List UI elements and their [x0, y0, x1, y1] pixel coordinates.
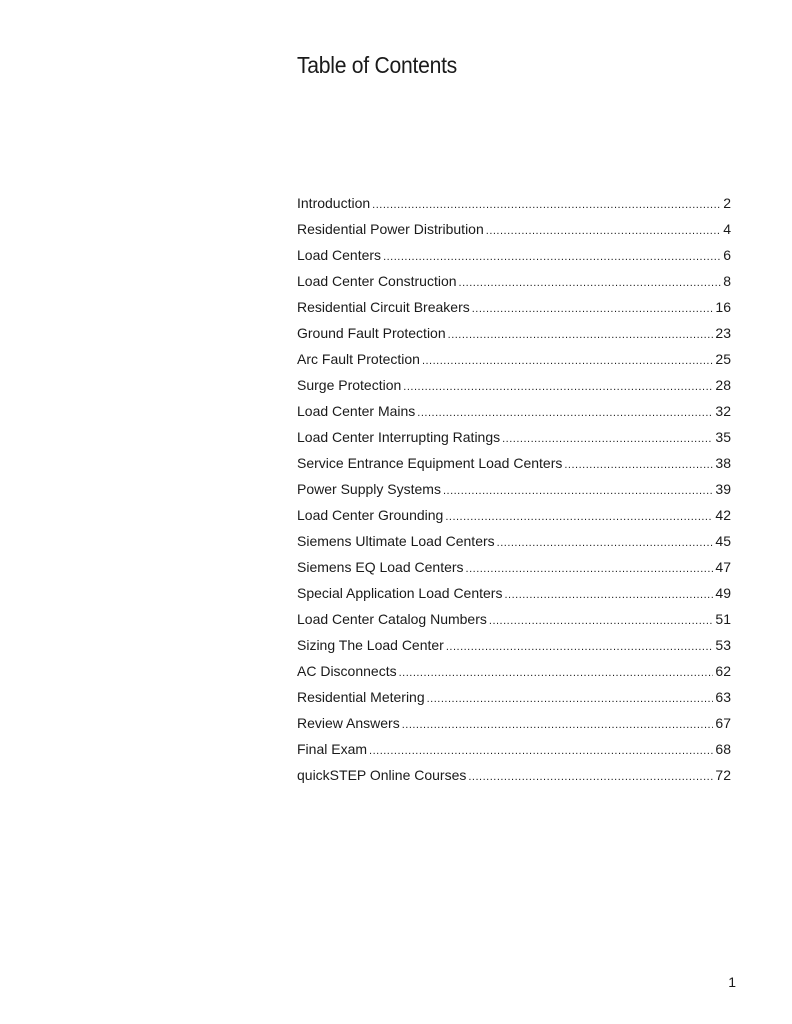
toc-dot-leader [504, 582, 713, 608]
toc-entry-page: 32 [715, 403, 731, 419]
toc-entry-label: Sizing The Load Center [297, 637, 444, 653]
toc-entry[interactable] [297, 580, 731, 606]
toc-dot-leader [466, 556, 714, 582]
toc-entry-label: Ground Fault Protection [297, 325, 446, 341]
toc-entry-label: Load Center Mains [297, 403, 416, 419]
toc-dot-leader [472, 296, 714, 322]
toc-entry-label: Load Center Construction [297, 273, 457, 289]
toc-entry-label: Service Entrance Equipment Load Centers [297, 455, 563, 471]
toc-dot-leader [564, 452, 713, 478]
toc-entry-page: 25 [715, 351, 731, 367]
toc-entry[interactable] [297, 658, 731, 684]
toc-entry[interactable] [297, 398, 731, 424]
page-title: Table of Contents [297, 52, 457, 78]
toc-dot-leader [486, 218, 721, 244]
toc-dot-leader [427, 686, 714, 712]
toc-entry-page: 2 [723, 195, 731, 211]
toc-dot-leader [459, 270, 722, 296]
toc-entry[interactable] [297, 320, 731, 346]
toc-dot-leader [448, 322, 714, 348]
toc-dot-leader [445, 504, 713, 530]
toc-entry-label: Residential Metering [297, 689, 425, 705]
toc-entry-label: Power Supply Systems [297, 481, 441, 497]
toc-dot-leader [403, 374, 713, 400]
toc-entry-label: Arc Fault Protection [297, 351, 420, 367]
toc-entry-page: 51 [715, 611, 731, 627]
toc-entry-page: 8 [723, 273, 731, 289]
toc-entry[interactable] [297, 450, 731, 476]
toc-dot-leader [383, 244, 721, 270]
toc-entry-label: Special Application Load Centers [297, 585, 503, 601]
toc-entry-label: Siemens Ultimate Load Centers [297, 533, 495, 549]
toc-entry-label: quickSTEP Online Courses [297, 767, 467, 783]
toc-entry[interactable] [297, 710, 731, 736]
page-number: 1 [728, 974, 736, 990]
toc-entry-label: Residential Power Distribution [297, 221, 484, 237]
toc-entry-page: 16 [715, 299, 731, 315]
toc-entry-label: Load Center Catalog Numbers [297, 611, 487, 627]
toc-entry-page: 49 [715, 585, 731, 601]
toc-dot-leader [399, 660, 714, 686]
toc-entry[interactable] [297, 190, 731, 216]
toc-dot-leader [443, 478, 713, 504]
toc-entry-page: 72 [715, 767, 731, 783]
toc-entry-label: Introduction [297, 195, 371, 211]
toc-entry[interactable] [297, 216, 731, 242]
toc-entry[interactable] [297, 502, 731, 528]
toc-entry-label: AC Disconnects [297, 663, 397, 679]
toc-dot-leader [369, 738, 713, 764]
toc-dot-leader [502, 426, 713, 452]
toc-entry-page: 47 [715, 559, 731, 575]
toc-entry-page: 62 [715, 663, 731, 679]
toc-entry[interactable] [297, 424, 731, 450]
toc-entry-page: 39 [715, 481, 731, 497]
toc-entry[interactable] [297, 528, 731, 554]
toc-entry-label: Load Center Interrupting Ratings [297, 429, 501, 445]
toc-dot-leader [422, 348, 713, 374]
toc-entry-label: Review Answers [297, 715, 400, 731]
toc-dot-leader [497, 530, 714, 556]
toc-dot-leader [372, 192, 721, 218]
toc-entry-page: 28 [715, 377, 731, 393]
toc-entry[interactable] [297, 242, 731, 268]
toc-entry-page: 45 [715, 533, 731, 549]
toc-entry[interactable] [297, 736, 731, 762]
toc-dot-leader [489, 608, 714, 634]
toc-dot-leader [402, 712, 714, 738]
toc-entry-page: 6 [723, 247, 731, 263]
toc-entry[interactable] [297, 268, 731, 294]
toc-entry-page: 63 [715, 689, 731, 705]
toc-dot-leader [417, 400, 713, 426]
toc-entry-label: Residential Circuit Breakers [297, 299, 470, 315]
toc-dot-leader [468, 764, 713, 790]
toc-entry[interactable] [297, 294, 731, 320]
toc-entry-page: 67 [715, 715, 731, 731]
toc-entry[interactable] [297, 476, 731, 502]
toc-entry-page: 42 [715, 507, 731, 523]
toc-entry-label: Siemens EQ Load Centers [297, 559, 464, 575]
toc-entry[interactable] [297, 762, 731, 788]
toc-entry[interactable] [297, 372, 731, 398]
toc-entry[interactable] [297, 346, 731, 372]
toc-entry-page: 68 [715, 741, 731, 757]
toc-entry[interactable] [297, 606, 731, 632]
toc-entry-page: 38 [715, 455, 731, 471]
toc-entry-page: 4 [723, 221, 731, 237]
toc-entry[interactable] [297, 554, 731, 580]
toc-entry-label: Load Centers [297, 247, 382, 263]
toc-entry[interactable] [297, 632, 731, 658]
toc-dot-leader [446, 634, 714, 660]
table-of-contents [297, 190, 731, 788]
toc-entry-label: Load Center Grounding [297, 507, 444, 523]
toc-entry-label: Final Exam [297, 741, 368, 757]
toc-entry-page: 23 [715, 325, 731, 341]
toc-entry-page: 53 [715, 637, 731, 653]
toc-entry-page: 35 [715, 429, 731, 445]
toc-entry-label: Surge Protection [297, 377, 402, 393]
toc-entry[interactable] [297, 684, 731, 710]
